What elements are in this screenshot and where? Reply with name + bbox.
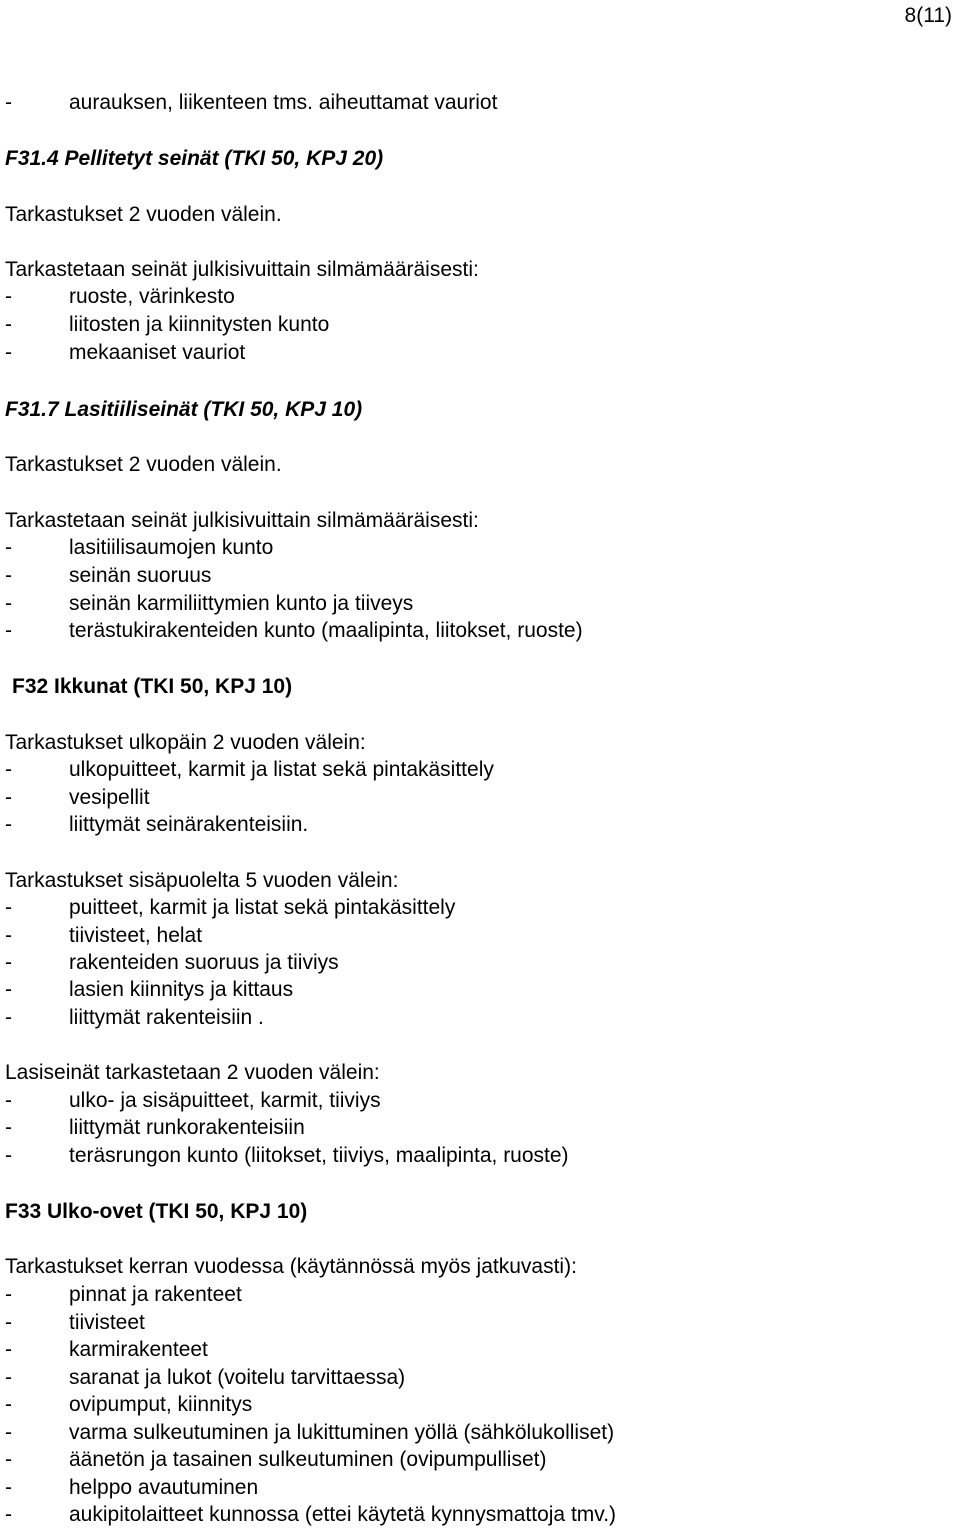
- page-number: 8(11): [904, 4, 952, 27]
- list-item-text: pinnat ja rakenteet: [69, 1283, 242, 1306]
- list-item-text: puitteet, karmit ja listat sekä pintakäsittely: [69, 896, 456, 919]
- bullet-dash: -: [5, 786, 12, 809]
- paragraph: Lasiseinät tarkastetaan 2 vuoden välein:: [5, 1061, 380, 1084]
- list-item-text: tiivisteet: [69, 1311, 145, 1334]
- paragraph: Tarkastukset 2 vuoden välein.: [5, 453, 282, 476]
- list-item: [5, 534, 273, 561]
- list-item: [5, 922, 202, 949]
- list-item: [5, 784, 150, 811]
- list-item-text: ulko- ja sisäpuitteet, karmit, tiiviys: [69, 1089, 381, 1112]
- list-item: [5, 339, 245, 366]
- bullet-dash: -: [5, 924, 12, 947]
- list-item-text: liittymät runkorakenteisiin: [69, 1116, 305, 1139]
- bullet-dash: -: [5, 341, 12, 364]
- list-item: [5, 590, 413, 617]
- bullet-dash: -: [5, 1089, 12, 1112]
- list-item: [5, 1419, 614, 1446]
- list-item-text: vesipellit: [69, 786, 150, 809]
- list-item-text: lasien kiinnitys ja kittaus: [69, 978, 294, 1001]
- bullet-dash: -: [5, 619, 12, 642]
- list-item: [5, 1087, 381, 1114]
- paragraph: Tarkastukset sisäpuolelta 5 vuoden välein:: [5, 869, 399, 892]
- list-item-text: seinän suoruus: [69, 564, 212, 587]
- list-item-text: saranat ja lukot (voitelu tarvittaessa): [69, 1366, 406, 1389]
- bullet-dash: -: [5, 1338, 12, 1361]
- list-item: [5, 811, 308, 838]
- bullet-dash: -: [5, 1503, 12, 1526]
- list-item-text: ruoste, värinkesto: [69, 285, 235, 308]
- list-item-text: helppo avautuminen: [69, 1476, 259, 1499]
- paragraph: Tarkastetaan seinät julkisivuittain silmämääräisesti:: [5, 509, 479, 532]
- list-item-text: äänetön ja tasainen sulkeutuminen (ovipumpulliset): [69, 1448, 547, 1471]
- list-item-text: terästukirakenteiden kunto (maalipinta, liitokset, ruoste): [69, 619, 583, 642]
- bullet-dash: -: [5, 896, 12, 919]
- bullet-dash: -: [5, 564, 12, 587]
- list-item: [5, 1501, 616, 1528]
- list-item: [5, 1391, 252, 1418]
- list-item-text: tiivisteet, helat: [69, 924, 203, 947]
- list-item-text: liittymät seinärakenteisiin.: [69, 813, 309, 836]
- list-item: [5, 89, 497, 116]
- bullet-dash: -: [5, 1144, 12, 1167]
- bullet-dash: -: [5, 758, 12, 781]
- list-item: [5, 311, 329, 338]
- list-item-text: lasitiilisaumojen kunto: [69, 536, 274, 559]
- bullet-dash: -: [5, 285, 12, 308]
- list-item-text: rakenteiden suoruus ja tiiviys: [69, 951, 339, 974]
- list-item-text: ovipumput, kiinnitys: [69, 1393, 253, 1416]
- bullet-dash: -: [5, 1311, 12, 1334]
- paragraph: Tarkastukset 2 vuoden välein.: [5, 203, 282, 226]
- section-heading-f32: F32 Ikkunat (TKI 50, KPJ 10): [12, 675, 293, 698]
- list-item: [5, 562, 211, 589]
- paragraph: Tarkastukset ulkopäin 2 vuoden välein:: [5, 731, 366, 754]
- paragraph: Tarkastetaan seinät julkisivuittain silmämääräisesti:: [5, 258, 479, 281]
- list-item-text: varma sulkeutuminen ja lukittuminen yöllä (sähkölukolliset): [69, 1421, 615, 1444]
- bullet-dash: -: [5, 978, 12, 1001]
- bullet-dash: -: [5, 1366, 12, 1389]
- list-item: [5, 1309, 145, 1336]
- list-item: [5, 894, 455, 921]
- list-item-text: seinän karmiliittymien kunto ja tiiveys: [69, 592, 414, 615]
- list-item-text: mekaaniset vauriot: [69, 341, 246, 364]
- list-item: [5, 1142, 569, 1169]
- list-item-text: teräsrungon kunto (liitokset, tiiviys, maalipinta, ruoste): [69, 1144, 569, 1167]
- list-item-text: aurauksen, liikenteen tms. aiheuttamat vauriot: [69, 91, 498, 114]
- list-item: [5, 1004, 264, 1031]
- bullet-dash: -: [5, 1421, 12, 1444]
- list-item: [5, 1114, 305, 1141]
- list-item-text: karmirakenteet: [69, 1338, 208, 1361]
- bullet-dash: -: [5, 1476, 12, 1499]
- bullet-dash: -: [5, 1116, 12, 1139]
- list-item: [5, 617, 583, 644]
- section-heading-f33: F33 Ulko-ovet (TKI 50, KPJ 10): [5, 1200, 308, 1223]
- bullet-dash: -: [5, 1006, 12, 1029]
- list-item: [5, 1364, 405, 1391]
- bullet-dash: -: [5, 536, 12, 559]
- bullet-dash: -: [5, 1283, 12, 1306]
- bullet-dash: -: [5, 813, 12, 836]
- bullet-dash: -: [5, 1448, 12, 1471]
- list-item: [5, 1446, 546, 1473]
- bullet-dash: -: [5, 592, 12, 615]
- list-item: [5, 1336, 208, 1363]
- list-item-text: ulkopuitteet, karmit ja listat sekä pintakäsittely: [69, 758, 494, 781]
- list-item: [5, 1474, 258, 1501]
- list-item: [5, 283, 235, 310]
- bullet-dash: -: [5, 951, 12, 974]
- section-heading-f31-7: F31.7 Lasitiiliseinät (TKI 50, KPJ 10): [5, 398, 363, 421]
- bullet-dash: -: [5, 91, 12, 114]
- list-item: [5, 1281, 242, 1308]
- list-item-text: liittymät rakenteisiin .: [69, 1006, 264, 1029]
- list-item: [5, 756, 494, 783]
- list-item-text: aukipitolaitteet kunnossa (ettei käytetä kynnysmattoja tmv.): [69, 1503, 617, 1526]
- list-item-text: liitosten ja kiinnitysten kunto: [69, 313, 330, 336]
- bullet-dash: -: [5, 1393, 12, 1416]
- section-heading-f31-4: F31.4 Pellitetyt seinät (TKI 50, KPJ 20): [5, 147, 384, 170]
- list-item: [5, 976, 293, 1003]
- paragraph: Tarkastukset kerran vuodessa (käytännössä myös jatkuvasti):: [5, 1255, 577, 1278]
- list-item: [5, 949, 339, 976]
- bullet-dash: -: [5, 313, 12, 336]
